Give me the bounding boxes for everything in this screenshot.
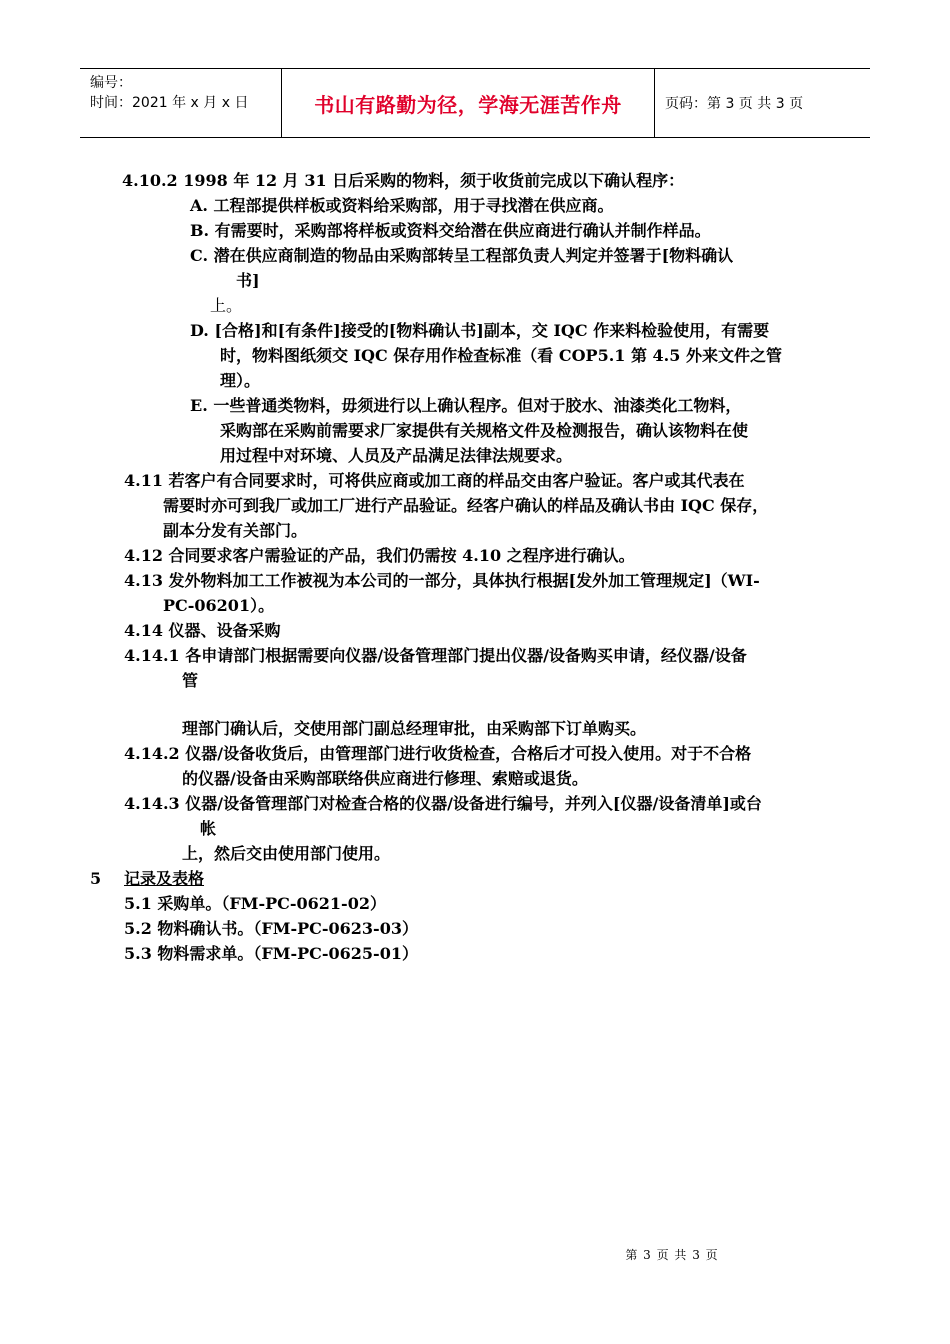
header-page-number: 页码：第 3 页 共 3 页: [665, 96, 804, 112]
section-5-title: 记录及表格: [124, 869, 205, 888]
clause-4-14-1-cont-1: 管: [182, 671, 199, 690]
page-header: [80, 68, 870, 138]
clause-4-14-3: 4.14.3 仪器/设备管理部门对检查合格的仪器/设备进行编号，并列入[仪器/设备清单]或台: [124, 794, 762, 813]
clause-4-14-3-cont-2: 上，然后交由使用部门使用。: [182, 844, 391, 863]
clause-4-14-3-cont-1: 帐: [200, 819, 217, 838]
clause-4-11: 4.11 若客户有合同要求时，可将供应商或加工商的样品交由客户验证。客户或其代表在: [124, 471, 745, 490]
header-motto: 书山有路勤为径，学海无涯苦作舟: [282, 69, 655, 137]
clause-4-10-2: 4.10.2 1998 年 12 月 31 日后采购的物料，须于收货前完成以下确认程序：: [122, 171, 685, 190]
item-c-cont-2: 上。: [210, 296, 243, 315]
clause-4-13: 4.13 发外物料加工工作被视为本公司的一部分，具体执行根据[发外加工管理规定]（WI-: [124, 571, 760, 590]
document-time-label: 时间：2021 年 x 月 x 日: [90, 95, 249, 111]
item-d-cont-2: 理）。: [220, 371, 261, 390]
footer-page-number: 第 3 页 共 3 页: [625, 1248, 719, 1262]
item-a: A. 工程部提供样板或资料给采购部，用于寻找潜在供应商。: [190, 196, 614, 215]
clause-4-12: 4.12 合同要求客户需验证的产品，我们仍需按 4.10 之程序进行确认。: [124, 546, 635, 565]
clause-4-13-cont: PC-06201）。: [163, 596, 275, 615]
item-d-cont-1: 时，物料图纸须交 IQC 保存用作检查标准（看 COP5.1 第 4.5 外来文件之管: [220, 346, 782, 365]
item-e-cont-1: 采购部在采购前需要求厂家提供有关规格文件及检测报告，确认该物料在使: [220, 421, 749, 440]
clause-4-14-2-cont: 的仪器/设备由采购部联络供应商进行修理、索赔或退货。: [182, 769, 588, 788]
clause-4-11-cont-1: 需要时亦可到我厂或加工厂进行产品验证。经客户确认的样品及确认书由 IQC 保存，: [163, 496, 769, 515]
item-c: C. 潜在供应商制造的物品由采购部转呈工程部负责人判定并签署于[物料确认: [190, 246, 734, 265]
header-meta-cell: [80, 69, 282, 137]
item-b: B. 有需要时，采购部将样板或资料交给潜在供应商进行确认并制作样品。: [190, 221, 711, 240]
page-footer: [0, 1246, 950, 1263]
item-e: E. 一些普通类物料，毋须进行以上确认程序。但对于胶水、油漆类化工物料，: [190, 396, 742, 415]
document-number-label: 编号：: [90, 75, 132, 91]
record-5-2: 5.2 物料确认书。（FM-PC-0623-03）: [124, 919, 418, 938]
clause-4-11-cont-2: 副本分发有关部门。: [163, 521, 308, 540]
record-5-1: 5.1 采购单。（FM-PC-0621-02）: [124, 894, 386, 913]
item-d: D. [合格]和[有条件]接受的[物料确认书]副本，交 IQC 作来料检验使用，有需要: [190, 321, 770, 340]
clause-4-14-1-cont-2: 理部门确认后，交使用部门副总经理审批，由采购部下订单购买。: [182, 719, 647, 738]
section-5-number: 5: [90, 869, 102, 888]
record-5-3: 5.3 物料需求单。（FM-PC-0625-01）: [124, 944, 418, 963]
clause-4-14: 4.14 仪器、设备采购: [124, 621, 281, 640]
item-c-cont-1: 书]: [236, 271, 260, 290]
clause-4-14-2: 4.14.2 仪器/设备收货后，由管理部门进行收货检查，合格后才可投入使用。对于不合格: [124, 744, 752, 763]
clause-4-14-1: 4.14.1 各申请部门根据需要向仪器/设备管理部门提出仪器/设备购买申请，经仪器/设备: [124, 646, 747, 665]
item-e-cont-2: 用过程中对环境、人员及产品满足法律法规要求。: [220, 446, 573, 465]
